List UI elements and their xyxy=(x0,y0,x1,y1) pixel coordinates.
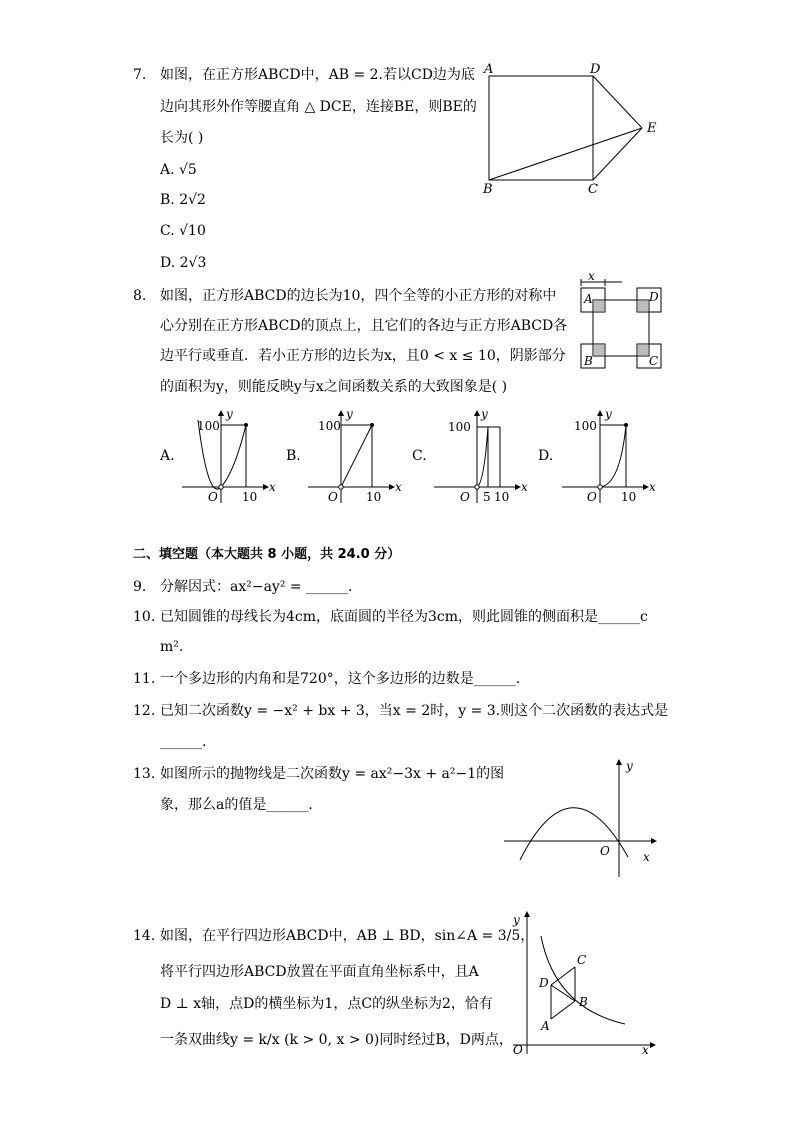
q14-label-y: y xyxy=(513,913,520,927)
q8-graph-b xyxy=(306,405,411,505)
q8-graph-d-origin: O xyxy=(587,490,597,504)
q7-label-c: C xyxy=(588,182,598,197)
q8-line3: 边平行或垂直．若小正方形的边长为x，且0 < x ≤ 10，阴影部分 xyxy=(160,348,566,364)
q7-option-d: D. 2√3 xyxy=(160,255,207,271)
q13-line1: 如图所示的抛物线是二次函数y = ax²−3x + a²−1的图 xyxy=(160,766,505,782)
q8-label-d: D xyxy=(649,290,659,304)
q14-number: 14. xyxy=(133,928,156,944)
q8-line4: 的面积为y，则能反映y与x之间函数关系的大致图象是( ) xyxy=(160,379,508,395)
q12-line2: ______. xyxy=(160,734,207,750)
q8-label-b: B xyxy=(584,354,593,368)
q8-number: 8. xyxy=(133,288,147,304)
q8-graph-c-ylabel: y xyxy=(481,407,488,421)
q10-line1: 已知圆锥的母线长为4cm，底面圆的半径为3cm，则此圆锥的侧面积是______c xyxy=(160,609,648,625)
q9-number: 9. xyxy=(133,579,147,595)
q14-line3: D ⊥ x轴，点D的横坐标为1，点C的纵坐标为2，恰有 xyxy=(160,996,493,1012)
q8-graph-d-ytick: 100 xyxy=(574,419,597,433)
q8-graph-d-xlabel: x xyxy=(649,480,656,494)
section-title: 二、填空题（本大题共 8 小题，共 24.0 分） xyxy=(133,547,401,562)
q8-graph-d-letter: D. xyxy=(538,448,554,464)
q8-graph-a-xtick: 10 xyxy=(242,490,258,504)
q12-line1: 已知二次函数y = −x² + bx + 3，当x = 2时，y = 3.则这个二次函数的表达式是 xyxy=(160,703,669,719)
q8-graph-c-xtick-5: 5 xyxy=(483,490,491,504)
q7-line1: 如图，在正方形ABCD中，AB = 2.若以CD边为底 xyxy=(160,67,475,83)
q13-parabola-figure xyxy=(500,755,665,880)
q14-label-a: A xyxy=(541,1019,550,1033)
q7-label-a: A xyxy=(484,62,494,77)
q8-graph-b-ytick: 100 xyxy=(318,419,341,433)
q8-line1: 如图，正方形ABCD的边长为10，四个全等的小正方形的对称中 xyxy=(160,288,557,304)
q8-graph-b-origin: O xyxy=(328,490,338,504)
q7-number: 7. xyxy=(133,67,147,83)
q8-graph-a-xlabel: x xyxy=(269,480,276,494)
q11-number: 11. xyxy=(133,671,156,687)
q8-graph-b-letter: B. xyxy=(286,448,301,464)
q14-label-d: D xyxy=(539,976,549,990)
q13-line2: 象，那么a的值是______． xyxy=(160,797,323,813)
q10-number: 10. xyxy=(133,609,156,625)
q7-label-d: D xyxy=(590,62,601,77)
q7-option-b: B. 2√2 xyxy=(160,192,206,208)
q8-squares-figure xyxy=(570,269,670,372)
q8-graph-c-origin: O xyxy=(460,490,470,504)
q8-graph-c-ytick: 100 xyxy=(448,420,471,434)
q13-label-y: y xyxy=(626,759,633,773)
q14-line2: 将平行四边形ABCD放置在平面直角坐标系中，且A xyxy=(160,964,479,980)
q11-text: 一个多边形的内角和是720°，这个多边形的边数是______． xyxy=(160,671,530,687)
q14-line1: 如图，在平行四边形ABCD中，AB ⊥ BD，sin∠A = 3/5， xyxy=(160,928,535,944)
q14-label-c: C xyxy=(577,953,587,967)
q8-graph-b-xlabel: x xyxy=(395,480,402,494)
q8-graph-b-xtick: 10 xyxy=(366,490,382,504)
q8-graph-a-ytick: 100 xyxy=(197,419,220,433)
q8-graph-d xyxy=(560,405,665,505)
q14-label-x: x xyxy=(642,1043,649,1057)
q8-line2: 心分别在正方形ABCD的顶点上，且它们的各边与正方形ABCD各 xyxy=(160,318,568,334)
q8-label-c: C xyxy=(649,354,659,368)
q14-label-o: O xyxy=(513,1043,523,1057)
q7-option-a: A. √5 xyxy=(160,162,197,178)
q7-line2: 边向其形外作等腰直角 △ DCE，连接BE，则BE的 xyxy=(160,99,477,115)
q7-line3: 长为( ) xyxy=(160,130,204,146)
q8-label-a: A xyxy=(584,292,593,306)
q7-square-figure xyxy=(470,58,670,203)
q8-graph-d-ylabel: y xyxy=(605,407,612,421)
q8-graph-a-ylabel: y xyxy=(226,407,233,421)
q8-graph-a-letter: A. xyxy=(160,448,175,464)
q14-label-b: B xyxy=(579,995,588,1009)
q12-number: 12. xyxy=(133,703,156,719)
q8-graph-a xyxy=(180,405,285,505)
q8-graph-c-xlabel: x xyxy=(521,480,528,494)
q8-graph-c-xtick-10: 10 xyxy=(494,490,510,504)
q14-line4: 一条双曲线y = k/x (k > 0, x > 0)同时经过B，D两点， xyxy=(160,1032,513,1048)
q8-graph-a-origin: O xyxy=(208,490,218,504)
q13-number: 13. xyxy=(133,766,156,782)
q7-label-e: E xyxy=(647,121,657,136)
q8-graph-d-xtick: 10 xyxy=(621,490,637,504)
q8-graph-b-ylabel: y xyxy=(346,407,353,421)
q9-text: 分解因式：ax²−ay² = ______． xyxy=(160,579,363,595)
q14-parallelogram-figure xyxy=(505,908,665,1058)
q8-label-x: x xyxy=(588,269,595,283)
q7-label-b: B xyxy=(483,182,493,197)
q7-option-c: C. √10 xyxy=(160,223,206,239)
q8-graph-c xyxy=(432,405,537,505)
q10-line2: m². xyxy=(160,639,184,655)
q13-label-o: O xyxy=(600,844,610,858)
q8-graph-c-letter: C. xyxy=(412,448,427,464)
q13-label-x: x xyxy=(643,850,650,864)
